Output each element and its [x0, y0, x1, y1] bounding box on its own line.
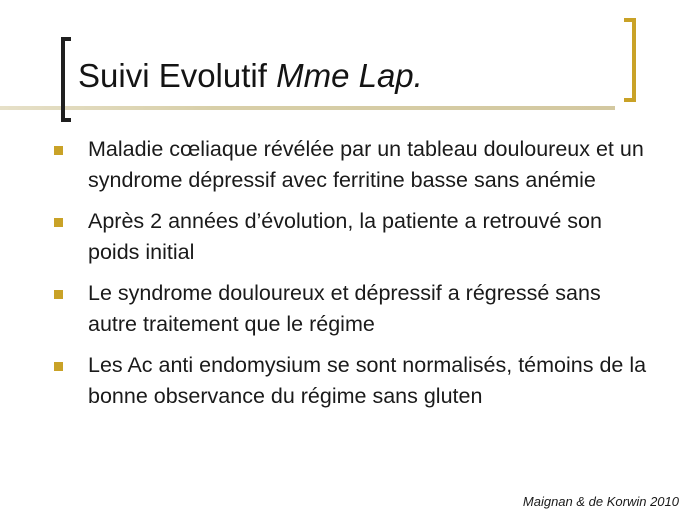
bullet-text: Maladie cœliaque révélée par un tableau douloureux et un syndrome dépressif avec ferritine basse sans anémie: [88, 137, 644, 192]
bullet-item: [52, 350, 652, 412]
title-main-text: Suivi Evolutif: [78, 57, 277, 94]
title-underline: [0, 106, 615, 110]
bullet-item: [52, 278, 652, 340]
square-bullet-icon: [54, 290, 63, 299]
square-bullet-icon: [54, 362, 63, 371]
title-italic-text: Mme Lap.: [276, 57, 423, 94]
left-bracket-decoration: [61, 37, 71, 122]
source-citation: Maignan & de Korwin 2010: [522, 494, 679, 509]
square-bullet-icon: [54, 146, 63, 155]
slide-title: [78, 54, 423, 98]
bullet-item: [52, 206, 652, 268]
bullet-list: [52, 134, 652, 422]
bullet-text: Les Ac anti endomysium se sont normalisés, témoins de la bonne observance du régime sans gluten: [88, 353, 647, 408]
bullet-item: [52, 134, 652, 196]
bullet-text: Le syndrome douloureux et dépressif a régressé sans autre traitement que le régime: [88, 281, 601, 336]
right-bracket-decoration: [624, 18, 636, 102]
bullet-text: Après 2 années d’évolution, la patiente a retrouvé son poids initial: [88, 209, 602, 264]
square-bullet-icon: [54, 218, 63, 227]
